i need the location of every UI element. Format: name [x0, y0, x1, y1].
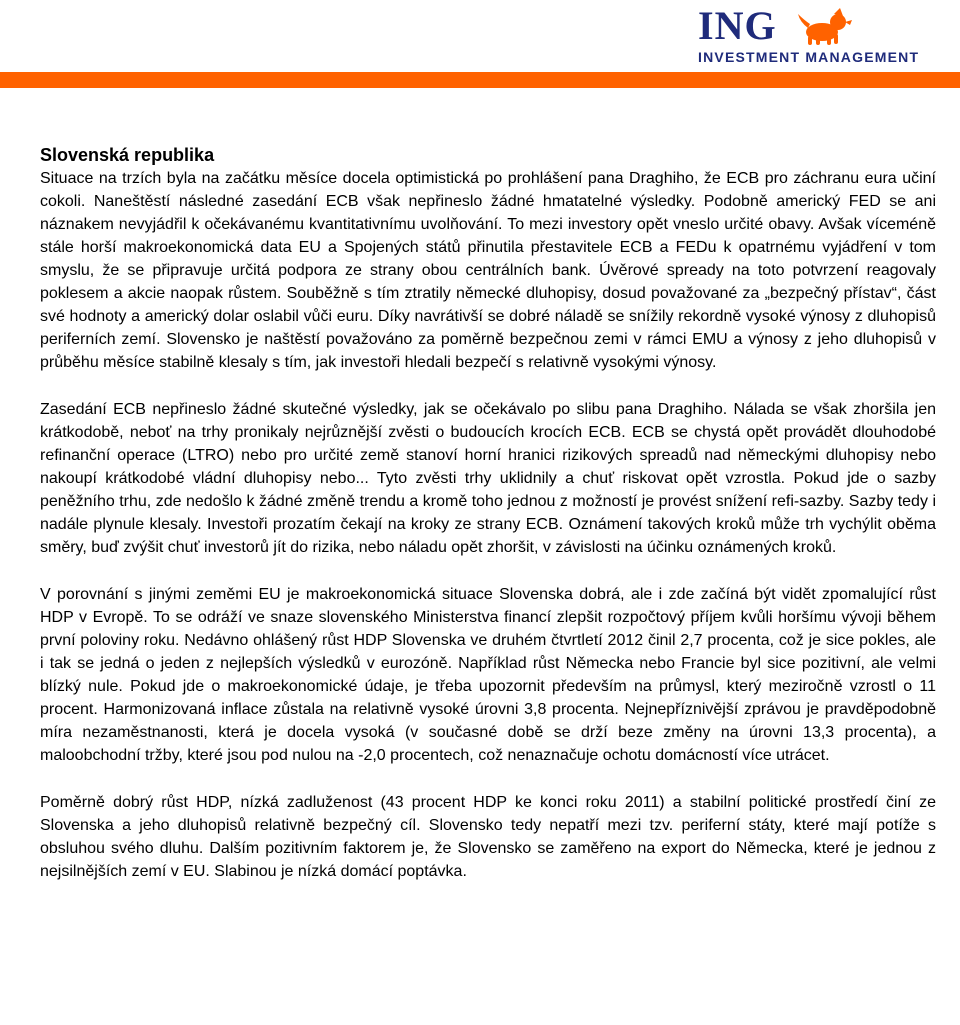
logo-subtitle: INVESTMENT MANAGEMENT	[698, 49, 920, 65]
page-header	[0, 0, 960, 90]
ing-logo	[698, 4, 948, 68]
paragraph-3: V porovnání s jinými zeměmi EU je makroekonomická situace Slovenska dobrá, ale i zde začíná být vidět zpomalující růst HDP v Evropě. To se odráží ve snaze slovenského Ministerstva financí zlepšit rozpočtový příjem kvůli horšímu vývoji během první poloviny roku. Nedávno ohlášený růst HDP Slovenska ve druhém čtvrtletí 2012 činil 2,7 procenta, což je sice pokles, ale i tak se jedná o jeden z nejlepších výsledků v eurozóně. Například růst Německa nebo Francie byl sice pozitivní, ale velmi blízký nule. Pokud jde o makroekonomické údaje, je třeba upozornit především na průmysl, který meziročně vzrostl o 11 procent. Harmonizovaná inflace zůstala na relativně vysoké úrovni 3,8 procenta. Nejnepříznivější zprávou je pravděpodobně míra nezaměstnanosti, která je docela vysoká (v současné době se drží beze změny na úrovni 13,3 procenta), a maloobchodní tržby, které jsou pod nulou na -2,0 procentech, což nenaznačuje ochotu domácností více utrácet.	[40, 586, 936, 764]
paragraph-4: Poměrně dobrý růst HDP, nízká zadluženost (43 procent HDP ke konci roku 2011) a stabilní politické prostředí činí ze Slovenska a jeho dluhopisů relativně bezpečný cíl. Slovensko tedy nepatří mezi tzv. periferní státy, které mají potíže s obsluhou svého dluhu. Dalším pozitivním faktorem je, že Slovensko se zaměřeno na export do Německa, které je jednou z nejsilnějších zemí v EU. Slabinou je nízká domácí poptávka.	[40, 794, 936, 880]
paragraph-1: Situace na trzích byla na začátku měsíce docela optimistická po prohlášení pana Draghiho, že ECB pro záchranu eura učiní cokoli. Naneštěstí následné zasedání ECB však nepřineslo žádné hmatatelné výsledky. Podobně americký FED se ani náznakem nevyjádřil k očekávanému kvantitativnímu uvolňování. To mezi investory opět vneslo určité obavy. Avšak víceméně stále horší makroekonomická data EU a Spojených států přinutila přestavitele ECB a FEDu k opatrnému vyjádření v tom smyslu, že se připravuje určitá podpora ze strany obou centrálních bank. Úvěrové spready na toto potvrzení reagovaly poklesem a akcie naopak růstem. Souběžně s tím ztratily německé dluhopisy, dosud považované za „bezpečný přístav“, část své hodnoty a americký dolar oslabil vůči euru. Díky navrátivší se dobré náladě se snížily rekordně vysoké výnosy z dluhopisů periferních zemí. Slovensko je naštěstí považováno za poměrně bezpečnou zemi v rámci EMU a výnosy z jeho dluhopisů v průběhu měsíce stabilně klesaly s tím, jak investoři hledali bezpečí s relativně vysokými výnosy.	[40, 170, 936, 371]
document-body	[40, 143, 936, 907]
lion-icon	[794, 6, 854, 46]
logo-ing-text: ING	[698, 3, 777, 48]
paragraph-2: Zasedání ECB nepřineslo žádné skutečné výsledky, jak se očekávalo po slibu pana Draghiho. Nálada se však zhoršila jen krátkodobě, neboť na trhy pronikaly nejrůznější zvěsti o budoucích krocích ECB. ECB se chystá opět provádět dlouhodobé refinanční operace (LTRO) nebo pro určité země stanoví horní hranici rizikových spreadů nad německými dluhopisy nebo nakoupí krátkodobé vládní dluhopisy nebo... Tyto zvěsti trhy uklidnily a chuť riskovat opět vzrostla. Pokud jde o sazby peněžního trhu, zde nedošlo k žádné změně trendu a kromě toho jednou z možností je provést snížení refi-sazby. Sazby tedy i nadále plynule klesaly. Investoři prozatím čekají na kroky ze strany ECB. Oznámení takových kroků může trh vychýlit oběma směry, buď zvýšit chuť investorů jít do rizika, nebo náladu opět zhoršit, v závislosti na účinku oznámených kroků.	[40, 401, 936, 556]
section-heading: Slovenská republika	[40, 145, 215, 165]
header-accent-bar	[0, 72, 960, 88]
